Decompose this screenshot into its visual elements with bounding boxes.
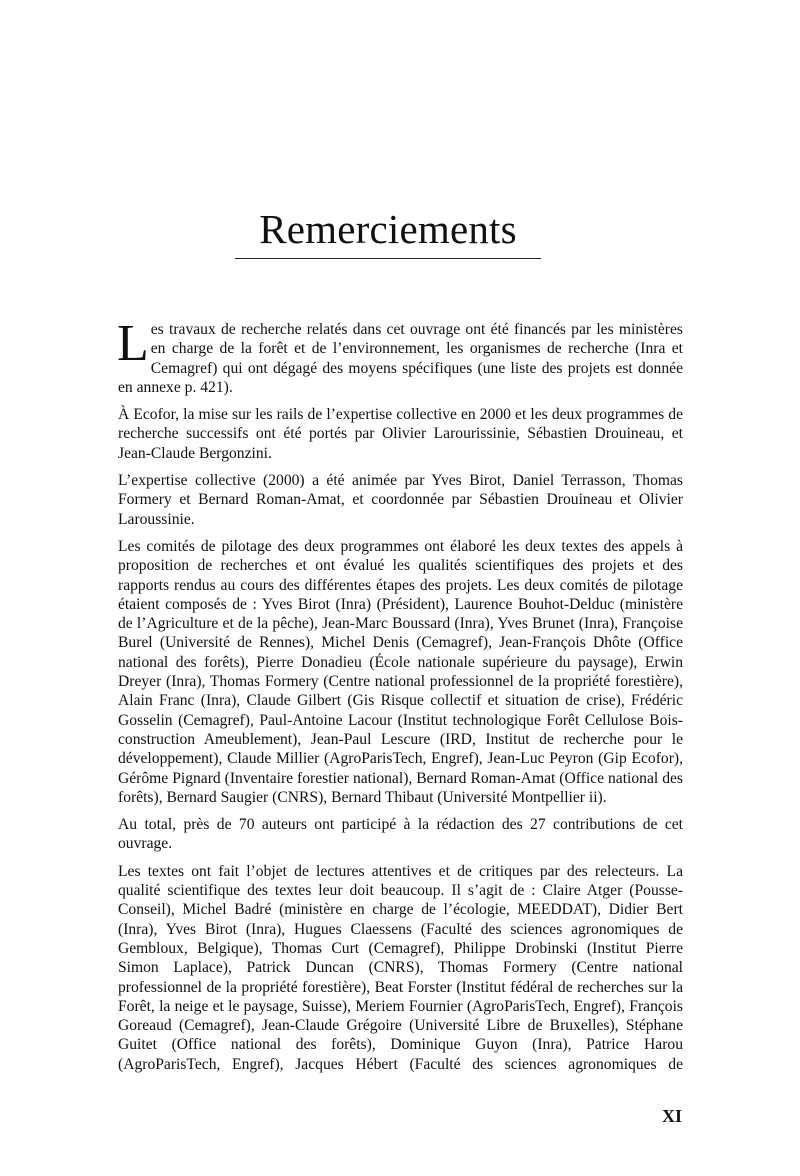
paragraph-steering-committees: Les comités de pilotage des deux programmes ont élaboré les deux textes des appels à proposition de recherches et ont évalué les qualités scientifiques des projets et des rapports rendus au cours des différentes étapes des projets. Les deux comités de pilotage étaient composés de : Yves Birot (Inra) (Président), Laurence Bouhot-Delduc (ministère de l’Agriculture et de la pêche), Jean-Marc Boussard (Inra), Yves Brunet (Inra), Françoise Burel (Université de Rennes), Michel Denis (Cemagref), Jean-François Dhôte (Office national des forêts), Pierre Donadieu (École nationale supérieure du paysage), Erwin Dreyer (Inra), Thomas Formery (Centre national professionnel de la propriété forestière), Alain Franc (Inra), Claude Gilbert (Gis Risque collectif et situation de crise), Frédéric Gosselin (Cemagref), Paul-Antoine Lacour (Institut technologique Forêt Cellulose Bois-construction Ameublement), Jean-Paul Lescure (IRD, Institut de recherche pour le développement), Claude Millier (AgroParisTech, Engref), Jean-Luc Peyron (Gip Ecofor), Gérôme Pignard (Inventaire forestier national), Bernard Roman-Amat (Office national des forêts), Bernard Saugier (CNRS), Bernard Thibaut (Université Montpellier ii). <box>118 537 683 806</box>
paragraph-reviewers: Les textes ont fait l’objet de lectures attentives et de critiques par des relecteurs. La qualité scientifique des textes leur doit beaucoup. Il s’agit de : Claire Atger (Pousse-Conseil), Michel Badré (ministère en charge de l’écologie, MEEDDAT), Didier Bert (Inra), Yves Birot (Inra), Hugues Claessens (Faculté des sciences agronomiques de Gembloux, Belgique), Thomas Curt (Cemagref), Philippe Drobinski (Institut Pierre Simon Laplace), Patrick Duncan (CNRS), Thomas Formery (Centre national professionnel de la propriété forestière), Beat Forster (Institut fédéral de recherches sur la Forêt, la neige et le paysage, Suisse), Meriem Fournier (AgroParisTech, Engref), François Goreaud (Cemagref), Jean-Claude Grégoire (Université Libre de Bruxelles), Stéphane Guitet (Office national des forêts), Dominique Guyon (Inra), Patrice Harou (AgroParisTech, Engref), Jacques Hébert (Faculté des sciences agronomiques de <box>118 862 683 1073</box>
paragraph-authors: Au total, près de 70 auteurs ont participé à la rédaction des 27 contributions de cet ouvrage. <box>118 816 683 853</box>
page-title: Remerciements <box>259 206 517 252</box>
body-text <box>117 315 683 1082</box>
paragraph-text: es travaux de recherche relatés dans cet ouvrage ont été financés par les ministères en charge de la forêt et de l’environnement, les organismes de recherche (Inra et Cemagref) qui ont dégagé des moyens spécifiques (une liste des projets est donnée en annexe p. 421). <box>118 321 683 396</box>
paragraph-ecofor: À Ecofor, la mise sur les rails de l’expertise collective en 2000 et les deux programmes de recherche successifs ont été portés par Olivier Larourissinie, Sébastien Drouineau, et Jean-Claude Bergonzini. <box>118 406 683 462</box>
page-number: XI <box>661 1106 682 1126</box>
title-underline <box>235 258 541 259</box>
drop-cap: L <box>117 315 149 372</box>
paragraph-expertise: L’expertise collective (2000) a été animée par Yves Birot, Daniel Terrasson, Thomas Formery et Bernard Roman-Amat, et coordonnée par Sébastien Drouineau et Olivier Laroussinie. <box>118 472 683 528</box>
paragraph-funding <box>117 315 683 397</box>
